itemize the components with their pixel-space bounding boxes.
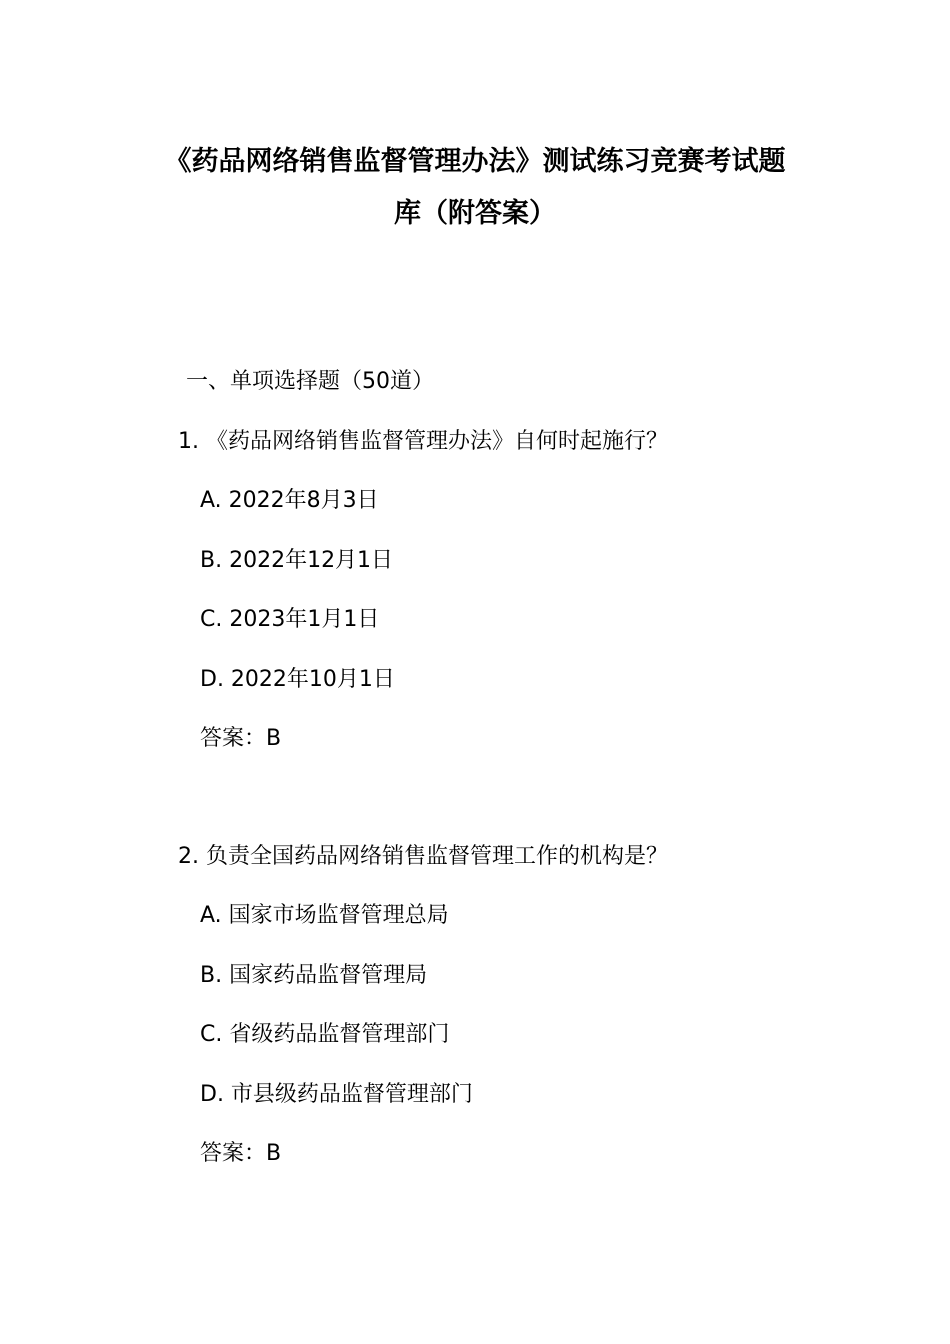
title-line-2: 库（附答案） bbox=[394, 198, 556, 229]
question-1-option-a: A. 2022年8月3日 bbox=[200, 488, 379, 513]
question-2-option-a: A. 国家市场监督管理总局 bbox=[200, 903, 449, 928]
question-1-option-d: D. 2022年10月1日 bbox=[200, 667, 395, 692]
question-2-option-d: D. 市县级药品监督管理部门 bbox=[200, 1082, 473, 1107]
question-2-answer: 答案：B bbox=[200, 1141, 282, 1166]
question-1-answer: 答案：B bbox=[200, 726, 282, 751]
question-2-option-b: B. 国家药品监督管理局 bbox=[200, 963, 428, 988]
question-2-text: 2. 负责全国药品网络销售监督管理工作的机构是？ bbox=[178, 844, 668, 869]
question-1-text: 1. 《药品网络销售监督管理办法》自何时起施行？ bbox=[178, 429, 668, 454]
title-line-1: 《药品网络销售监督管理办法》测试练习竞赛考试题 bbox=[164, 146, 786, 177]
section-heading: 一、单项选择题（50道） bbox=[186, 369, 434, 394]
question-1-option-b: B. 2022年12月1日 bbox=[200, 548, 394, 573]
question-2-option-c: C. 省级药品监督管理部门 bbox=[200, 1022, 450, 1047]
question-1-option-c: C. 2023年1月1日 bbox=[200, 607, 380, 632]
document-title bbox=[130, 136, 820, 240]
